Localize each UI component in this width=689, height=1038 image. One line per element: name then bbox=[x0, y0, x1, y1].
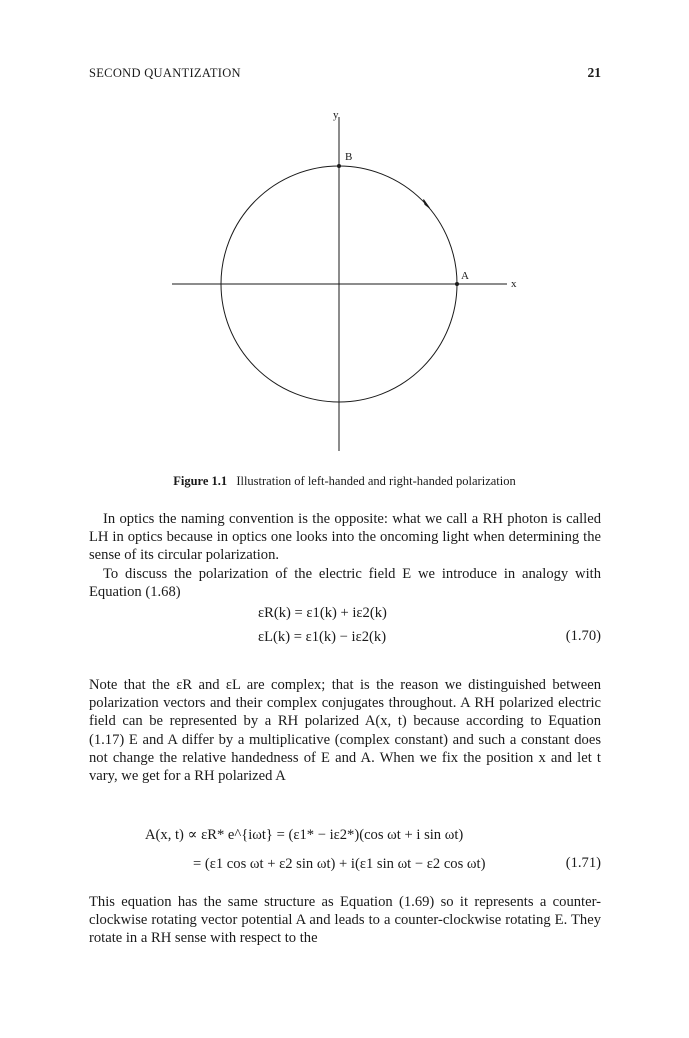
y-axis-label: y bbox=[333, 109, 339, 121]
paragraph-3: Note that the εR and εL are complex; that is the reason we distinguished between polarization vectors and their complex conjugates throughout. A RH polarized electric field can be represented by a RH polarized A(x, t) because according to Equation (1.17) E and A differ by a multiplicative (complex constant) and such a constant does not change the relative handedness of E and A. When we fix the position x and let t vary, we get for a RH polarized A bbox=[89, 677, 601, 785]
polarization-figure bbox=[0, 0, 689, 470]
rotation-arrowhead bbox=[424, 200, 430, 209]
running-title: SECOND QUANTIZATION bbox=[89, 66, 241, 80]
x-axis-label: x bbox=[511, 278, 517, 290]
paragraph-1: In optics the naming convention is the opposite: what we call a RH photon is called LH in optics because in optics one looks into the oncoming light when determining the sense of its circular polarization. bbox=[89, 511, 601, 564]
point-a-label: A bbox=[461, 270, 469, 282]
page-number: 21 bbox=[587, 65, 601, 80]
figure-caption bbox=[0, 474, 689, 489]
caption-text: Illustration of left-handed and right-handed polarization bbox=[236, 474, 516, 488]
point-a-marker bbox=[455, 282, 459, 286]
point-b-label: B bbox=[345, 151, 353, 163]
paragraph-4: This equation has the same structure as Equation (1.69) so it represents a counter-clockwise rotating vector potential A and leads to a counter-clockwise rotating E. They rotate in a RH sense with respect to the bbox=[89, 894, 601, 947]
equation-1-70-number: (1.70) bbox=[565, 628, 601, 644]
paragraph-2: To discuss the polarization of the electric field E we introduce in analogy with Equation (1.68) bbox=[89, 566, 601, 601]
caption-label: Figure 1.1 bbox=[173, 474, 228, 488]
equation-1-70-line-1: εR(k) = ε1(k) + iε2(k) bbox=[258, 605, 387, 621]
equation-1-70-line-2: εL(k) = ε1(k) − iε2(k) bbox=[258, 629, 387, 645]
equation-1-71-line-1: A(x, t) ∝ εR* e^{iωt} = (ε1* − iε2*)(cos ωt + i sin ωt) bbox=[145, 827, 464, 843]
point-b-marker bbox=[337, 164, 341, 168]
equation-1-71-line-2: = (ε1 cos ωt + ε2 sin ωt) + i(ε1 sin ωt − ε2 cos ωt) bbox=[193, 856, 486, 872]
equation-1-71-number: (1.71) bbox=[565, 855, 601, 871]
